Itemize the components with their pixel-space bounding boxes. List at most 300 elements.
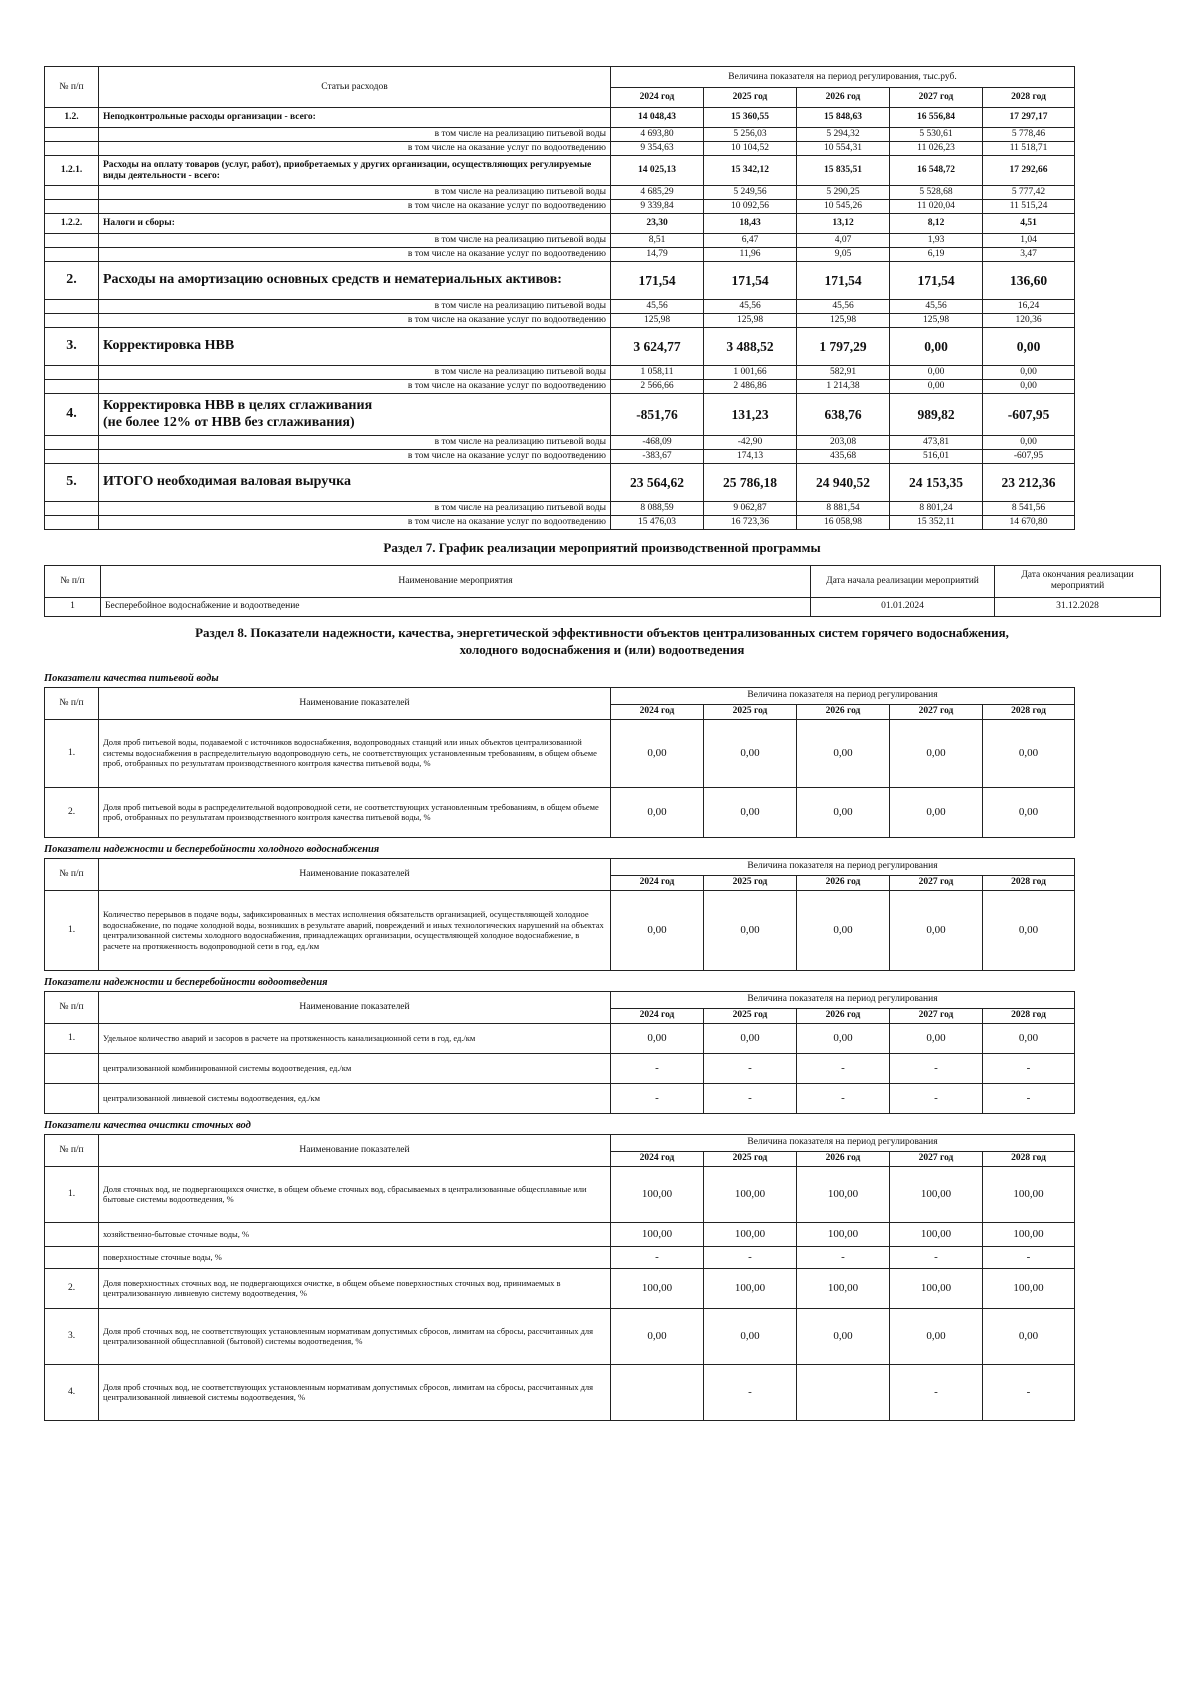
value-cell: 100,00 <box>797 1222 890 1246</box>
item-label: ИТОГО необходимая валовая выручка <box>99 464 611 502</box>
row-number <box>45 248 99 262</box>
value-cell: - <box>890 1246 983 1268</box>
value-cell: 8,51 <box>611 234 704 248</box>
section-8-title-line1: Раздел 8. Показатели надежности, качества, энергетической эффективности объектов централизованных систем горячего водоснабжения, <box>195 624 1009 640</box>
value-cell: 1 797,29 <box>797 328 890 366</box>
value-cell: 0,00 <box>890 1023 983 1053</box>
value-cell: 100,00 <box>890 1222 983 1246</box>
indicator-name: Доля проб сточных вод, не соответствующих установленным нормативам допустимых сбросов, лимитам на сбросы, рассчитанных для централизованной ливневой системы водоотведения, % <box>99 1364 611 1420</box>
value-cell: 6,47 <box>704 234 797 248</box>
row-number: 2. <box>45 1268 99 1308</box>
col-indicator-name-header: Наименование показателей <box>99 1134 611 1166</box>
value-cell: 0,00 <box>611 1308 704 1364</box>
value-cell: 100,00 <box>611 1222 704 1246</box>
row-number <box>45 200 99 214</box>
value-cell: 6,19 <box>890 248 983 262</box>
year-header: 2024 год <box>611 1151 704 1166</box>
row-number <box>45 450 99 464</box>
value-cell: 1 001,66 <box>704 366 797 380</box>
table-row <box>45 380 1075 394</box>
value-cell: 4 693,80 <box>611 128 704 142</box>
value-cell: 45,56 <box>704 300 797 314</box>
year-header: 2025 год <box>704 1151 797 1166</box>
col-period-header: Величина показателя на период регулирования <box>611 1134 1075 1151</box>
row-number: 1. <box>45 1023 99 1053</box>
value-cell: 125,98 <box>797 314 890 328</box>
value-cell: 125,98 <box>704 314 797 328</box>
row-number <box>45 1222 99 1246</box>
sub-item-label: в том числе на оказание услуг по водоотведению <box>99 200 611 214</box>
value-cell: -42,90 <box>704 436 797 450</box>
year-header: 2028 год <box>983 1008 1075 1023</box>
value-cell: - <box>797 1053 890 1083</box>
sub-item-label: в том числе на реализацию питьевой воды <box>99 436 611 450</box>
value-cell: 14 670,80 <box>983 516 1075 530</box>
table-row <box>45 719 1075 787</box>
col-item-header: Статьи расходов <box>99 67 611 108</box>
row-number: 1 <box>45 597 101 616</box>
section-8-title <box>44 625 1160 659</box>
value-cell: 11 026,23 <box>890 142 983 156</box>
value-cell: 0,00 <box>890 366 983 380</box>
year-header: 2026 год <box>797 1151 890 1166</box>
item-label: Корректировка НВВ в целях сглаживания (не более 12% от НВВ без сглаживания) <box>99 394 611 436</box>
table-row <box>45 1268 1075 1308</box>
year-header: 2027 год <box>890 1151 983 1166</box>
value-cell: 1 058,11 <box>611 366 704 380</box>
row-number: 2. <box>45 787 99 837</box>
table-row <box>45 787 1075 837</box>
table-row <box>45 394 1075 436</box>
value-cell: 2 486,86 <box>704 380 797 394</box>
value-cell: 0,00 <box>611 1023 704 1053</box>
indicator-name: Удельное количество аварий и засоров в расчете на протяженность канализационной сети в год, ед./км <box>99 1023 611 1053</box>
value-cell: 100,00 <box>983 1268 1075 1308</box>
value-cell: 11 515,24 <box>983 200 1075 214</box>
value-cell: 13,12 <box>797 214 890 234</box>
value-cell <box>611 1364 704 1420</box>
row-number <box>45 300 99 314</box>
value-cell: 0,00 <box>611 719 704 787</box>
value-cell: 14 048,43 <box>611 108 704 128</box>
row-number <box>45 142 99 156</box>
col-period-header: Величина показателя на период регулирования <box>611 858 1075 875</box>
sub-item-label: в том числе на реализацию питьевой воды <box>99 502 611 516</box>
value-cell: 8 881,54 <box>797 502 890 516</box>
table-row <box>45 142 1075 156</box>
value-cell: 15 476,03 <box>611 516 704 530</box>
year-header: 2025 год <box>704 88 797 108</box>
year-header: 2026 год <box>797 88 890 108</box>
sub-item-label: в том числе на оказание услуг по водоотведению <box>99 516 611 530</box>
year-header: 2026 год <box>797 1008 890 1023</box>
wastewater-treatment-heading: Показатели качества очистки сточных вод <box>44 1119 251 1131</box>
value-cell: -383,67 <box>611 450 704 464</box>
value-cell: - <box>890 1083 983 1113</box>
indicator-name: Доля сточных вод, не подвергающихся очистке, в общем объеме сточных вод, сбрасываемых в централизованные общесплавные или бытовые системы водоотведения, % <box>99 1166 611 1222</box>
row-number: 1.2.2. <box>45 214 99 234</box>
col-start-date-header: Дата начала реализации мероприятий <box>811 565 995 597</box>
value-cell: -607,95 <box>983 394 1075 436</box>
table-row <box>45 186 1075 200</box>
value-cell: 45,56 <box>797 300 890 314</box>
value-cell: 0,00 <box>983 328 1075 366</box>
value-cell: 582,91 <box>797 366 890 380</box>
item-label: Расходы на амортизацию основных средств и нематериальных активов: <box>99 262 611 300</box>
year-header: 2026 год <box>797 704 890 719</box>
year-header: 2027 год <box>890 88 983 108</box>
item-label: Налоги и сборы: <box>99 214 611 234</box>
value-cell: 4,51 <box>983 214 1075 234</box>
value-cell: - <box>704 1246 797 1268</box>
item-label: Корректировка НВВ <box>99 328 611 366</box>
item-label: Расходы на оплату товаров (услуг, работ), приобретаемых у других организации, осуществляющих регулируемые виды деятельности - всего: <box>99 156 611 186</box>
value-cell: 14 025,13 <box>611 156 704 186</box>
value-cell: 18,43 <box>704 214 797 234</box>
value-cell: 171,54 <box>797 262 890 300</box>
sub-item-label: в том числе на оказание услуг по водоотведению <box>99 314 611 328</box>
col-period-header: Величина показателя на период регулирования, тыс.руб. <box>611 67 1075 88</box>
value-cell: 0,00 <box>890 890 983 970</box>
table-row <box>45 450 1075 464</box>
row-number <box>45 234 99 248</box>
value-cell: 0,00 <box>797 719 890 787</box>
value-cell: 1 214,38 <box>797 380 890 394</box>
value-cell: 100,00 <box>983 1222 1075 1246</box>
row-number: 5. <box>45 464 99 502</box>
table-row <box>45 214 1075 234</box>
value-cell: - <box>704 1083 797 1113</box>
cold-water-reliability-heading: Показатели надежности и бесперебойности холодного водоснабжения <box>44 843 380 855</box>
col-number-header: № п/п <box>45 991 99 1023</box>
wastewater-reliability-heading: Показатели надежности и бесперебойности водоотведения <box>44 976 328 988</box>
document-page <box>44 66 1160 1421</box>
row-number: 3. <box>45 1308 99 1364</box>
indicator-name: Доля проб питьевой воды в распределительной водопроводной сети, не соответствующих установленным требованиям, в общем объеме проб, отобранных по результатам производственного контроля качества питьевой воды, % <box>99 787 611 837</box>
value-cell: 1,93 <box>890 234 983 248</box>
start-date: 01.01.2024 <box>811 597 995 616</box>
end-date: 31.12.2028 <box>995 597 1161 616</box>
row-number <box>45 366 99 380</box>
value-cell: 125,98 <box>611 314 704 328</box>
indicator-name: централизованной комбинированной системы водоотведения, ед./км <box>99 1053 611 1083</box>
expenses-table <box>44 66 1075 530</box>
indicator-name: централизованной ливневой системы водоотведения, ед./км <box>99 1083 611 1113</box>
table-row <box>45 248 1075 262</box>
value-cell: 3 488,52 <box>704 328 797 366</box>
value-cell: 0,00 <box>797 787 890 837</box>
table-row <box>45 108 1075 128</box>
value-cell: 125,98 <box>890 314 983 328</box>
row-number <box>45 380 99 394</box>
year-header: 2028 год <box>983 1151 1075 1166</box>
row-number <box>45 1246 99 1268</box>
value-cell: 989,82 <box>890 394 983 436</box>
value-cell: 0,00 <box>611 890 704 970</box>
table-row <box>45 328 1075 366</box>
value-cell: 9 339,84 <box>611 200 704 214</box>
drinking-water-quality-heading: Показатели качества питьевой воды <box>44 672 219 684</box>
year-header: 2028 год <box>983 875 1075 890</box>
col-number-header: № п/п <box>45 858 99 890</box>
value-cell: 0,00 <box>890 1308 983 1364</box>
row-number: 1.2. <box>45 108 99 128</box>
year-header: 2025 год <box>704 1008 797 1023</box>
year-header: 2028 год <box>983 704 1075 719</box>
col-number-header: № п/п <box>45 1134 99 1166</box>
year-header: 2027 год <box>890 1008 983 1023</box>
value-cell: 14,79 <box>611 248 704 262</box>
row-number <box>45 516 99 530</box>
value-cell <box>797 1364 890 1420</box>
table-row <box>45 502 1075 516</box>
value-cell: 0,00 <box>983 1308 1075 1364</box>
value-cell: 516,01 <box>890 450 983 464</box>
year-header: 2027 год <box>890 704 983 719</box>
value-cell: 100,00 <box>704 1222 797 1246</box>
row-number <box>45 436 99 450</box>
year-header: 2025 год <box>704 704 797 719</box>
value-cell: - <box>890 1053 983 1083</box>
value-cell: 9,05 <box>797 248 890 262</box>
item-label: Неподконтрольные расходы организации - всего: <box>99 108 611 128</box>
value-cell: - <box>611 1083 704 1113</box>
table-row <box>45 436 1075 450</box>
value-cell: 8 088,59 <box>611 502 704 516</box>
row-number <box>45 314 99 328</box>
value-cell: 171,54 <box>611 262 704 300</box>
value-cell: 0,00 <box>983 436 1075 450</box>
value-cell: 15 848,63 <box>797 108 890 128</box>
col-number-header: № п/п <box>45 565 101 597</box>
value-cell: 100,00 <box>611 1268 704 1308</box>
value-cell: 45,56 <box>611 300 704 314</box>
value-cell: 1,04 <box>983 234 1075 248</box>
value-cell: 0,00 <box>890 380 983 394</box>
table-row <box>45 314 1075 328</box>
value-cell: 5 256,03 <box>704 128 797 142</box>
table-row <box>45 1083 1075 1113</box>
year-header: 2024 год <box>611 875 704 890</box>
table-row <box>45 1053 1075 1083</box>
value-cell: 174,13 <box>704 450 797 464</box>
value-cell: 473,81 <box>890 436 983 450</box>
value-cell: 10 545,26 <box>797 200 890 214</box>
year-header: 2024 год <box>611 88 704 108</box>
sub-item-label: в том числе на реализацию питьевой воды <box>99 234 611 248</box>
table-row <box>45 1308 1075 1364</box>
value-cell: 8 801,24 <box>890 502 983 516</box>
cold-water-reliability-table <box>44 858 1075 971</box>
value-cell: 638,76 <box>797 394 890 436</box>
value-cell: 0,00 <box>983 380 1075 394</box>
value-cell: 16 548,72 <box>890 156 983 186</box>
table-row <box>45 464 1075 502</box>
row-number: 1. <box>45 1166 99 1222</box>
table-row <box>45 597 1161 616</box>
value-cell: 0,00 <box>704 1023 797 1053</box>
value-cell: 0,00 <box>890 719 983 787</box>
value-cell: 24 940,52 <box>797 464 890 502</box>
table-row <box>45 1246 1075 1268</box>
indicator-name: Доля поверхностных сточных вод, не подвергающихся очистке, в общем объеме поверхностных сточных вод, принимаемых в централизованную ливневую систему водоотведения, % <box>99 1268 611 1308</box>
wastewater-reliability-table <box>44 991 1075 1114</box>
table-row <box>45 200 1075 214</box>
table-row <box>45 1222 1075 1246</box>
value-cell: -468,09 <box>611 436 704 450</box>
value-cell: 5 530,61 <box>890 128 983 142</box>
sub-item-label: в том числе на оказание услуг по водоотведению <box>99 450 611 464</box>
value-cell: 10 554,31 <box>797 142 890 156</box>
value-cell: 435,68 <box>797 450 890 464</box>
event-name: Бесперебойное водоснабжение и водоотведение <box>101 597 811 616</box>
value-cell: 24 153,35 <box>890 464 983 502</box>
value-cell: 5 777,42 <box>983 186 1075 200</box>
value-cell: 11 518,71 <box>983 142 1075 156</box>
sub-item-label: в том числе на реализацию питьевой воды <box>99 300 611 314</box>
value-cell: 0,00 <box>611 787 704 837</box>
row-number: 1.2.1. <box>45 156 99 186</box>
value-cell: 45,56 <box>890 300 983 314</box>
value-cell: - <box>983 1053 1075 1083</box>
row-number <box>45 1053 99 1083</box>
value-cell: 100,00 <box>611 1166 704 1222</box>
value-cell: 16 058,98 <box>797 516 890 530</box>
value-cell: - <box>983 1246 1075 1268</box>
value-cell: 3 624,77 <box>611 328 704 366</box>
value-cell: - <box>983 1364 1075 1420</box>
col-indicator-name-header: Наименование показателей <box>99 991 611 1023</box>
table-row <box>45 1166 1075 1222</box>
row-number <box>45 128 99 142</box>
row-number <box>45 186 99 200</box>
year-header: 2028 год <box>983 88 1075 108</box>
value-cell: 171,54 <box>704 262 797 300</box>
value-cell: 5 294,32 <box>797 128 890 142</box>
row-number: 4. <box>45 1364 99 1420</box>
value-cell: 0,00 <box>890 328 983 366</box>
value-cell: - <box>611 1053 704 1083</box>
value-cell: 0,00 <box>983 890 1075 970</box>
value-cell: 100,00 <box>890 1166 983 1222</box>
table-row <box>45 890 1075 970</box>
sub-item-label: в том числе на оказание услуг по водоотведению <box>99 380 611 394</box>
value-cell: 0,00 <box>983 1023 1075 1053</box>
value-cell: 8,12 <box>890 214 983 234</box>
value-cell: 17 297,17 <box>983 108 1075 128</box>
col-indicator-name-header: Наименование показателей <box>99 858 611 890</box>
value-cell: 16 556,84 <box>890 108 983 128</box>
value-cell: 100,00 <box>704 1268 797 1308</box>
value-cell: 0,00 <box>704 890 797 970</box>
indicator-name: хозяйственно-бытовые сточные воды, % <box>99 1222 611 1246</box>
col-period-header: Величина показателя на период регулирования <box>611 991 1075 1008</box>
table-row <box>45 516 1075 530</box>
value-cell: 23 564,62 <box>611 464 704 502</box>
indicator-name: Количество перерывов в подаче воды, зафиксированных в местах исполнения обязательств организацией, осуществляющей холодное водоснабжение, по подаче холодной воды, возникших в результате аварий, повреждений и иных технологических нарушений на объектах централизованной системы холодного водоснабжения, принадлежащих организации, осуществляющей холодное водоснабжение, в расчете на протяженность водопроводной сети в год, ед./км <box>99 890 611 970</box>
section-7-table <box>44 565 1161 617</box>
value-cell: 100,00 <box>704 1166 797 1222</box>
value-cell: 2 566,66 <box>611 380 704 394</box>
value-cell: 15 352,11 <box>890 516 983 530</box>
sub-item-label: в том числе на оказание услуг по водоотведению <box>99 142 611 156</box>
value-cell: 15 342,12 <box>704 156 797 186</box>
year-header: 2024 год <box>611 1008 704 1023</box>
row-number: 4. <box>45 394 99 436</box>
row-number <box>45 1083 99 1113</box>
year-header: 2024 год <box>611 704 704 719</box>
value-cell: 0,00 <box>704 1308 797 1364</box>
value-cell: 0,00 <box>797 1308 890 1364</box>
value-cell: 16,24 <box>983 300 1075 314</box>
value-cell: 11,96 <box>704 248 797 262</box>
table-row <box>45 300 1075 314</box>
value-cell: - <box>704 1053 797 1083</box>
row-number: 2. <box>45 262 99 300</box>
value-cell: 0,00 <box>704 719 797 787</box>
value-cell: 120,36 <box>983 314 1075 328</box>
value-cell: 4,07 <box>797 234 890 248</box>
value-cell: 23 212,36 <box>983 464 1075 502</box>
value-cell: 10 104,52 <box>704 142 797 156</box>
value-cell: 25 786,18 <box>704 464 797 502</box>
value-cell: 100,00 <box>797 1268 890 1308</box>
value-cell: 5 778,46 <box>983 128 1075 142</box>
value-cell: 0,00 <box>983 366 1075 380</box>
value-cell: 4 685,29 <box>611 186 704 200</box>
indicator-name: Доля проб сточных вод, не соответствующих установленным нормативам допустимых сбросов, лимитам на сбросы, рассчитанных для централизованной общесплавной (бытовой) системы водоотведения, % <box>99 1308 611 1364</box>
table-row <box>45 234 1075 248</box>
row-number: 1. <box>45 890 99 970</box>
row-number: 1. <box>45 719 99 787</box>
value-cell: 100,00 <box>890 1268 983 1308</box>
value-cell: 100,00 <box>983 1166 1075 1222</box>
value-cell: - <box>890 1364 983 1420</box>
value-cell: -851,76 <box>611 394 704 436</box>
value-cell: 203,08 <box>797 436 890 450</box>
table-row <box>45 1364 1075 1420</box>
value-cell: - <box>611 1246 704 1268</box>
sub-item-label: в том числе на реализацию питьевой воды <box>99 186 611 200</box>
value-cell: 15 360,55 <box>704 108 797 128</box>
value-cell: - <box>704 1364 797 1420</box>
value-cell: 0,00 <box>704 787 797 837</box>
sub-item-label: в том числе на реализацию питьевой воды <box>99 366 611 380</box>
section-7-title: Раздел 7. График реализации мероприятий производственной программы <box>383 540 821 555</box>
value-cell: 17 292,66 <box>983 156 1075 186</box>
value-cell: 5 249,56 <box>704 186 797 200</box>
value-cell: 8 541,56 <box>983 502 1075 516</box>
value-cell: 100,00 <box>797 1166 890 1222</box>
table-row <box>45 366 1075 380</box>
value-cell: 0,00 <box>983 719 1075 787</box>
year-header: 2027 год <box>890 875 983 890</box>
value-cell: 16 723,36 <box>704 516 797 530</box>
value-cell: 0,00 <box>797 890 890 970</box>
value-cell: 0,00 <box>797 1023 890 1053</box>
value-cell: 136,60 <box>983 262 1075 300</box>
drinking-water-quality-table <box>44 687 1075 838</box>
value-cell: - <box>797 1083 890 1113</box>
wastewater-treatment-table <box>44 1134 1075 1421</box>
sub-item-label: в том числе на реализацию питьевой воды <box>99 128 611 142</box>
value-cell: 9 354,63 <box>611 142 704 156</box>
value-cell: 0,00 <box>890 787 983 837</box>
table-row <box>45 156 1075 186</box>
row-number <box>45 502 99 516</box>
value-cell: 9 062,87 <box>704 502 797 516</box>
value-cell: 3,47 <box>983 248 1075 262</box>
